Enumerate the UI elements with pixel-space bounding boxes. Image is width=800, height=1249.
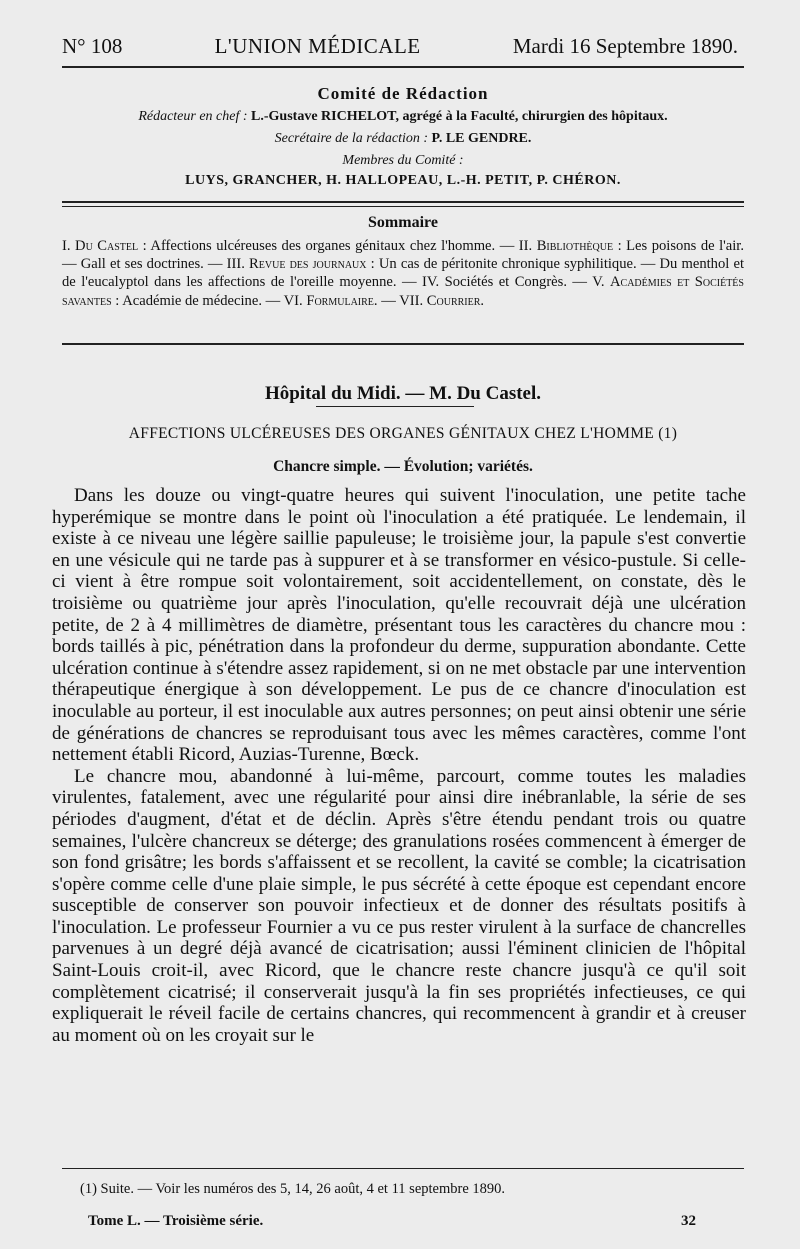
secretaire-label: Secrétaire de la rédaction : — [274, 131, 429, 146]
secretaire-value: P. LE GENDRE. — [431, 131, 532, 146]
sommaire-item: V. Académies et Sociétés savantes : Académie de médecine. — [62, 274, 744, 309]
sommaire-item: I. Du Castel : Affections ulcéreuses des organes génitaux chez l'homme. — [62, 238, 496, 254]
sommaire-item: VII. Courrier. — [399, 292, 485, 309]
sommaire-item: III. Revue des journaux : Un cas de péritonite chronique syphilitique. — Du menthol et de l'eucalyptol dans les affections de l'oreille moyenne. — [62, 256, 744, 291]
sommaire-item: VI. Formulaire. — [283, 292, 378, 309]
comite-rule-bottom — [62, 206, 744, 207]
article-body — [52, 485, 746, 1046]
article-title: Hôpital du Midi. — M. Du Castel. — [264, 383, 542, 404]
membres-names: LUYS, GRANCHER, H. HALLOPEAU, L.-H. PETIT, P. CHÉRON. — [185, 173, 621, 188]
title-underline — [316, 406, 474, 407]
page-footer — [88, 1213, 696, 1230]
sommaire-item: IV. Sociétés et Congrès. — [422, 274, 567, 291]
sommaire-rule — [62, 343, 744, 345]
page-header — [62, 34, 738, 62]
sommaire-title: Sommaire — [368, 214, 438, 231]
sommaire-item: II. Bibliothèque : Les poisons de l'air. — Gall et ses doctrines. — [62, 238, 745, 273]
header-rule — [62, 66, 744, 68]
comite-rule-top — [62, 201, 744, 203]
article-subtitle: AFFECTIONS ULCÉREUSES DES ORGANES GÉNITAUX CHEZ L'HOMME (1) — [128, 425, 678, 442]
redacteur-line — [62, 109, 744, 125]
page-number: 32 — [681, 1213, 696, 1229]
footnote: (1) Suite. — Voir les numéros des 5, 14, 26 août, 4 et 11 septembre 1890. — [80, 1181, 506, 1197]
paragraph: Le chancre mou, abandonné à lui-même, parcourt, comme toutes les maladies virulentes, fatalement, avec une régularité pour ainsi dire inébranlable, la série de ses périodes d'augment, d'état et de déclin. Après s'être étendu pendant trois ou quatre semaines, l'ulcère chancreux se déterge; des granulations rosées commencent à émerger de son fond grisâtre; les bords s'affaissent et se recollent, la cavité se comble; la cicatrisation s'opère comme celle d'une plaie simple, le pus sécrété à cette époque est cependant encore susceptible de conserver son pouvoir infectieux et de donner des résultats positifs à l'inoculation. Le professeur Fournier a vu ce pus rester virulent à la surface de chancrelles parvenues à un degré déjà avancé de cicatrisation; aussi l'éminent clinicien de l'hôpital Saint-Louis croit-il, avec Ricord, que le chancre reste chancre jusqu'à ce qu'il soit complètement cicatrisé; il conserverait jusqu'à la fin ses propriétés infectieuses, ce qui expliquerait le réveil facile de certains chancres, qui recommencent à grandir et à creuser au moment où on les croyait sur le — [52, 765, 746, 1046]
issue-number: N° 108 — [62, 34, 123, 58]
article-section: Chancre simple. — Évolution; variétés. — [273, 458, 533, 475]
redacteur-value: L.-Gustave RICHELOT, agrégé à la Faculté, chirurgien des hôpitaux. — [251, 109, 668, 124]
sommaire: I. Du Castel : Affections ulcéreuses des organes génitaux chez l'homme. — II. Bibliothèque : Les poisons de l'air. — Gall et ses doctrines. — III. Revue des journaux : Un cas de péritonite chronique syphilitique. — Du menthol et de l'eucalyptol dans les affections de l'oreille moyenne. — IV. Sociétés et Congrès. — V. Académies et Sociétés savantes : Académie de médecine. — VI. Formulaire. — VII. Courrier. — [62, 238, 745, 309]
paragraph: Dans les douze ou vingt-quatre heures qui suivent l'inoculation, une petite tache hyperémique se montre dans le point où l'inoculation a été pratiquée. Le lendemain, il existe à ce niveau une légère saillie papuleuse; le troisième jour, la papule s'est convertie en une vésicule qui ne tarde pas à suppurer et à se transformer en vésico-pustule. Si celle-ci vient à être rompue soit volontairement, soit accidentellement, on constate, dès le troisième ou quatrième jour après l'inoculation, qu'elle recouvrait déjà une ulcération petite, de 2 à 4 millimètres de diamètre, présentant tous les caractères du chancre mou : bords taillés à pic, pénétration dans la profondeur du derme, suppuration abondante. Cette ulcération continue à s'étendre assez rapidement, si on ne met obstacle par une intervention thérapeutique énergique à son développement. Le pus de ce chancre d'inoculation est inoculable au porteur, il est inoculable aux autres personnes; on peut ainsi obtenir une série de générations de chancres se reproduisant tous avec les mêmes caractères, comme l'ont nettement établi Ricord, Auzias-Turenne, Bœck. — [52, 485, 746, 766]
secretaire-line — [62, 131, 744, 147]
footnote-rule — [62, 1168, 744, 1169]
membres-label: Membres du Comité : — [342, 153, 464, 168]
issue-date: Mardi 16 Septembre 1890. — [512, 34, 738, 58]
comite-title: Comité de Rédaction — [317, 84, 489, 103]
tome-info: Tome L. — Troisième série. — [88, 1213, 264, 1229]
journal-title: L'UNION MÉDICALE — [214, 34, 421, 58]
redacteur-label: Rédacteur en chef : — [138, 109, 248, 124]
